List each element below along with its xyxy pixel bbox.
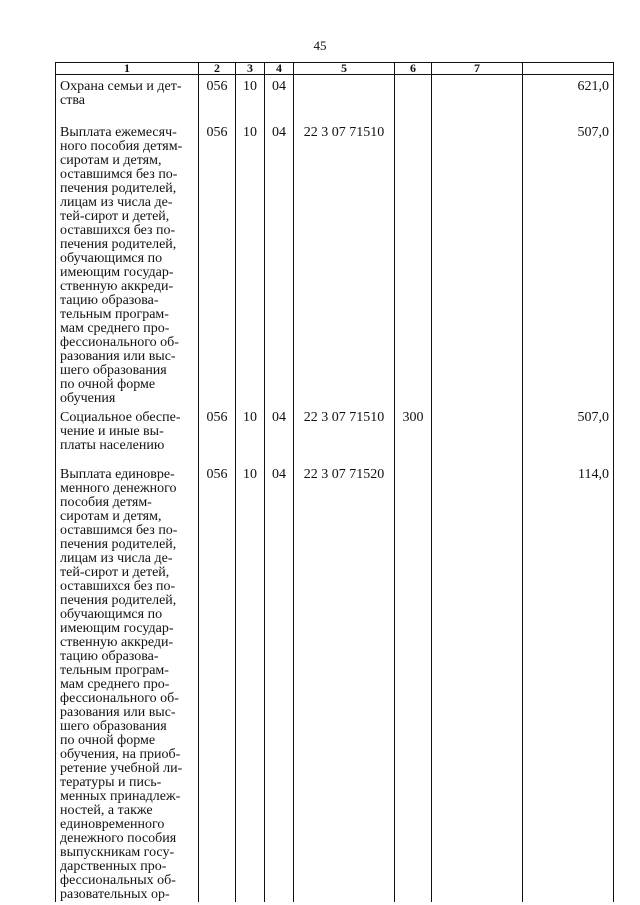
row-name-line: фессионального об- (60, 691, 179, 706)
row-name-line: пособия детям- (60, 495, 152, 510)
row-name-line: имеющим государ- (60, 265, 174, 280)
target-article-code: 22 3 07 71510 (294, 406, 395, 463)
row-name-line: дарственных про- (60, 859, 167, 874)
subsection-code: 04 (265, 75, 294, 122)
row-name-line: тей-сирот и детей, (60, 565, 170, 580)
header-col-3: 3 (236, 63, 265, 75)
row-name-line: оставшимся без по- (60, 167, 178, 182)
row-name-line: сиротам и детям, (60, 153, 162, 168)
subsection-code: 04 (265, 463, 294, 902)
row-name-line: по очной форме (60, 377, 156, 392)
row-name (56, 121, 199, 406)
chapter-code: 056 (199, 121, 236, 406)
row-name-line: сиротам и детям, (60, 509, 162, 524)
row-name-line: тацию образова- (60, 649, 159, 664)
amount: 507,0 (523, 406, 614, 463)
col-7-cell (432, 121, 523, 406)
row-name-line: шего образования (60, 719, 167, 734)
amount: 114,0 (523, 463, 614, 902)
row-name (56, 463, 199, 902)
row-name-line: обучения, на приоб- (60, 747, 181, 762)
col-7-cell (432, 463, 523, 902)
row-name-line: лицам из числа де- (60, 195, 173, 210)
row-name-line: по очной форме (60, 733, 156, 748)
col-7-cell (432, 75, 523, 122)
table-row (56, 121, 614, 406)
row-name-line: ства (60, 93, 85, 108)
table-row (56, 406, 614, 463)
row-name-line: Социальное обеспе- (60, 410, 181, 425)
row-name-line: фессиональных об- (60, 873, 176, 888)
expense-type-code (395, 463, 432, 902)
row-name-line: тей-сирот и детей, (60, 209, 170, 224)
chapter-code: 056 (199, 463, 236, 902)
col-7-cell (432, 406, 523, 463)
header-col-1: 1 (56, 63, 199, 75)
row-name-line: Выплата единовре- (60, 467, 175, 482)
row-name-line: чение и иные вы- (60, 424, 164, 439)
header-col-7: 7 (432, 63, 523, 75)
row-name-line: тельным програм- (60, 307, 169, 322)
row-name-line: менных принадлеж- (60, 789, 181, 804)
row-name-line: денежного пособия (60, 831, 177, 846)
header-col-4: 4 (265, 63, 294, 75)
target-article-code (294, 75, 395, 122)
header-row (56, 63, 614, 75)
expense-type-code: 300 (395, 406, 432, 463)
header-col-8 (523, 63, 614, 75)
amount: 507,0 (523, 121, 614, 406)
row-name (56, 75, 199, 122)
subsection-code: 04 (265, 406, 294, 463)
row-name-line: имеющим государ- (60, 621, 174, 636)
row-name-line: разования или выс- (60, 705, 176, 720)
chapter-code: 056 (199, 406, 236, 463)
row-name-line: разования или выс- (60, 349, 176, 364)
row-name-line: ственную аккреди- (60, 279, 174, 294)
row-name-line: печения родителей, (60, 181, 177, 196)
row-name-line: Выплата ежемесяч- (60, 125, 177, 140)
header-col-6: 6 (395, 63, 432, 75)
row-name-line: единовременного (60, 817, 165, 832)
section-code: 10 (236, 75, 265, 122)
section-code: 10 (236, 463, 265, 902)
row-name-line: ственную аккреди- (60, 635, 174, 650)
chapter-code: 056 (199, 75, 236, 122)
row-name-line: тельным програм- (60, 663, 169, 678)
section-code: 10 (236, 121, 265, 406)
row-name-line: оставшихся без по- (60, 223, 176, 238)
row-name-line: мам среднего про- (60, 677, 170, 692)
row-name-line: мам среднего про- (60, 321, 170, 336)
row-name-line: Охрана семьи и дет- (60, 79, 182, 94)
row-name-line: выпускникам госу- (60, 845, 175, 860)
table-row (56, 463, 614, 902)
row-name-line: обучения (60, 391, 116, 406)
row-name-line: ностей, а также (60, 803, 153, 818)
row-name-line: ного пособия детям- (60, 139, 183, 154)
section-code: 10 (236, 406, 265, 463)
row-name-line: печения родителей, (60, 593, 177, 608)
amount: 621,0 (523, 75, 614, 122)
table-row (56, 75, 614, 122)
row-name-line: фессионального об- (60, 335, 179, 350)
row-name-line: лицам из числа де- (60, 551, 173, 566)
target-article-code: 22 3 07 71520 (294, 463, 395, 902)
row-name-line: печения родителей, (60, 537, 177, 552)
row-name-line: разовательных ор- (60, 887, 170, 902)
row-name-line: оставшимся без по- (60, 523, 178, 538)
budget-table (55, 62, 614, 902)
page-number: 45 (313, 38, 327, 53)
row-name-line: тацию образова- (60, 293, 159, 308)
expense-type-code (395, 121, 432, 406)
header-col-2: 2 (199, 63, 236, 75)
row-name-line: оставшихся без по- (60, 579, 176, 594)
expense-type-code (395, 75, 432, 122)
row-name-line: шего образования (60, 363, 167, 378)
row-name-line: печения родителей, (60, 237, 177, 252)
row-name-line: платы населению (60, 438, 165, 453)
row-name-line: тературы и пись- (60, 775, 162, 790)
header-col-5: 5 (294, 63, 395, 75)
row-name-line: менного денежного (60, 481, 177, 496)
subsection-code: 04 (265, 121, 294, 406)
row-name-line: ретение учебной ли- (60, 761, 183, 776)
target-article-code: 22 3 07 71510 (294, 121, 395, 406)
row-name-line: обучающимся по (60, 607, 163, 622)
row-name-line: обучающимся по (60, 251, 163, 266)
row-name (56, 406, 199, 463)
